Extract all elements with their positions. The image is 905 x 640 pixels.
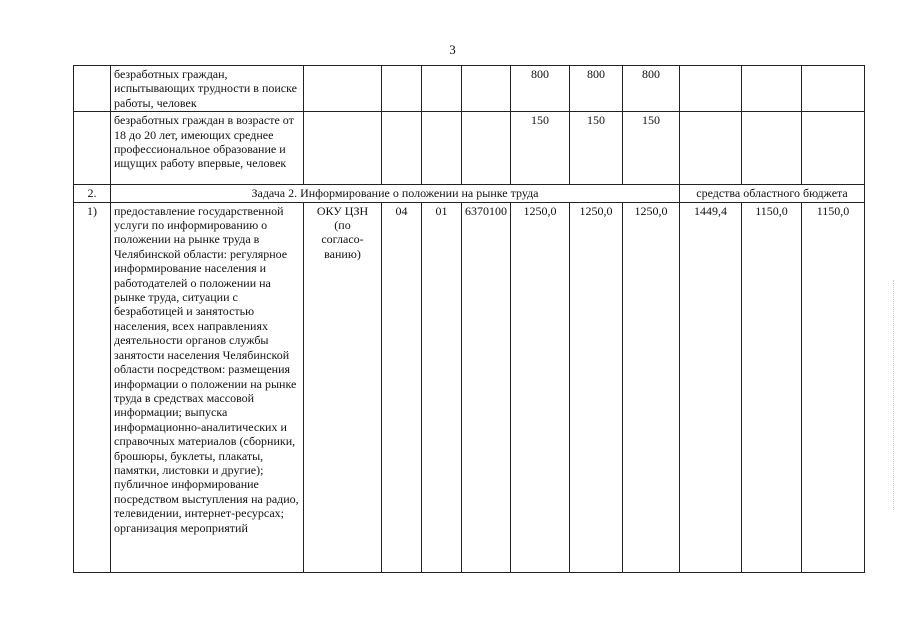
- item-number: 1): [74, 202, 111, 572]
- scan-margin-artifact: [893, 280, 895, 510]
- funding-source: средства областного бюджета: [680, 185, 865, 202]
- value-cell: [742, 66, 802, 112]
- value-year-2: 150: [570, 112, 623, 185]
- executor-note: (по согласо-ванию): [321, 218, 364, 261]
- indicator-description: безработных граждан в возрасте от 18 до 20 лет, имеющих среднее профессиональное образование и ищущих работу впервые, человек: [111, 112, 304, 185]
- value-cell: [680, 66, 742, 112]
- value-cell: [802, 112, 865, 185]
- code-cell: [462, 66, 511, 112]
- value-cell: [742, 112, 802, 185]
- task-title: Задача 2. Информирование о положении на рынке труда: [111, 185, 680, 202]
- section-code: 04: [382, 202, 422, 572]
- program-table: [73, 65, 865, 573]
- table-row: [74, 202, 865, 572]
- value-cell: [802, 66, 865, 112]
- value-year-4: 1449,4: [680, 202, 742, 572]
- table-row: [74, 112, 865, 185]
- subsection-cell: [422, 112, 462, 185]
- value-year-6: 1150,0: [802, 202, 865, 572]
- row-number-cell: [74, 66, 111, 112]
- table-row: [74, 66, 865, 112]
- value-year-1: 800: [511, 66, 570, 112]
- task-number: 2.: [74, 185, 111, 202]
- value-year-2: 1250,0: [570, 202, 623, 572]
- executor-cell: [304, 66, 382, 112]
- value-year-5: 1150,0: [742, 202, 802, 572]
- page-number: 3: [449, 42, 456, 57]
- item-description: предоставление государственной услуги по информированию о положении на рынке труда в Челябинской области: регулярное информирование населения и работодателей о положении на рынке труда, ситуации с безработицей и занятостью населения, всех направлениях деятельности органов службы занятости населения Челябинской области посредством: размещения информации о положении на рынке труда в средствах массовой информации; выпуска информационно-аналитических и справочных материалов (сборники, брошюры, буклеты, плакаты, памятки, листовки и другие); публичное информирование посредством выступления на радио, телевидении, интернет-ресурсах; организация мероприятий: [111, 202, 304, 572]
- value-cell: [680, 112, 742, 185]
- value-year-1: 1250,0: [511, 202, 570, 572]
- row-number-cell: [74, 112, 111, 185]
- value-year-3: 800: [623, 66, 680, 112]
- value-year-1: 150: [511, 112, 570, 185]
- subsection-code: 01: [422, 202, 462, 572]
- indicator-description: безработных граждан, испытывающих трудности в поиске работы, человек: [111, 66, 304, 112]
- value-year-3: 1250,0: [623, 202, 680, 572]
- value-year-2: 800: [570, 66, 623, 112]
- executor-cell: [304, 202, 382, 572]
- task-row: [74, 185, 865, 202]
- executor-cell: [304, 112, 382, 185]
- section-cell: [382, 66, 422, 112]
- value-year-3: 150: [623, 112, 680, 185]
- code-cell: [462, 112, 511, 185]
- subsection-cell: [422, 66, 462, 112]
- section-cell: [382, 112, 422, 185]
- target-article-code: 6370100: [462, 202, 511, 572]
- executor-name: ОКУ ЦЗН: [316, 203, 369, 218]
